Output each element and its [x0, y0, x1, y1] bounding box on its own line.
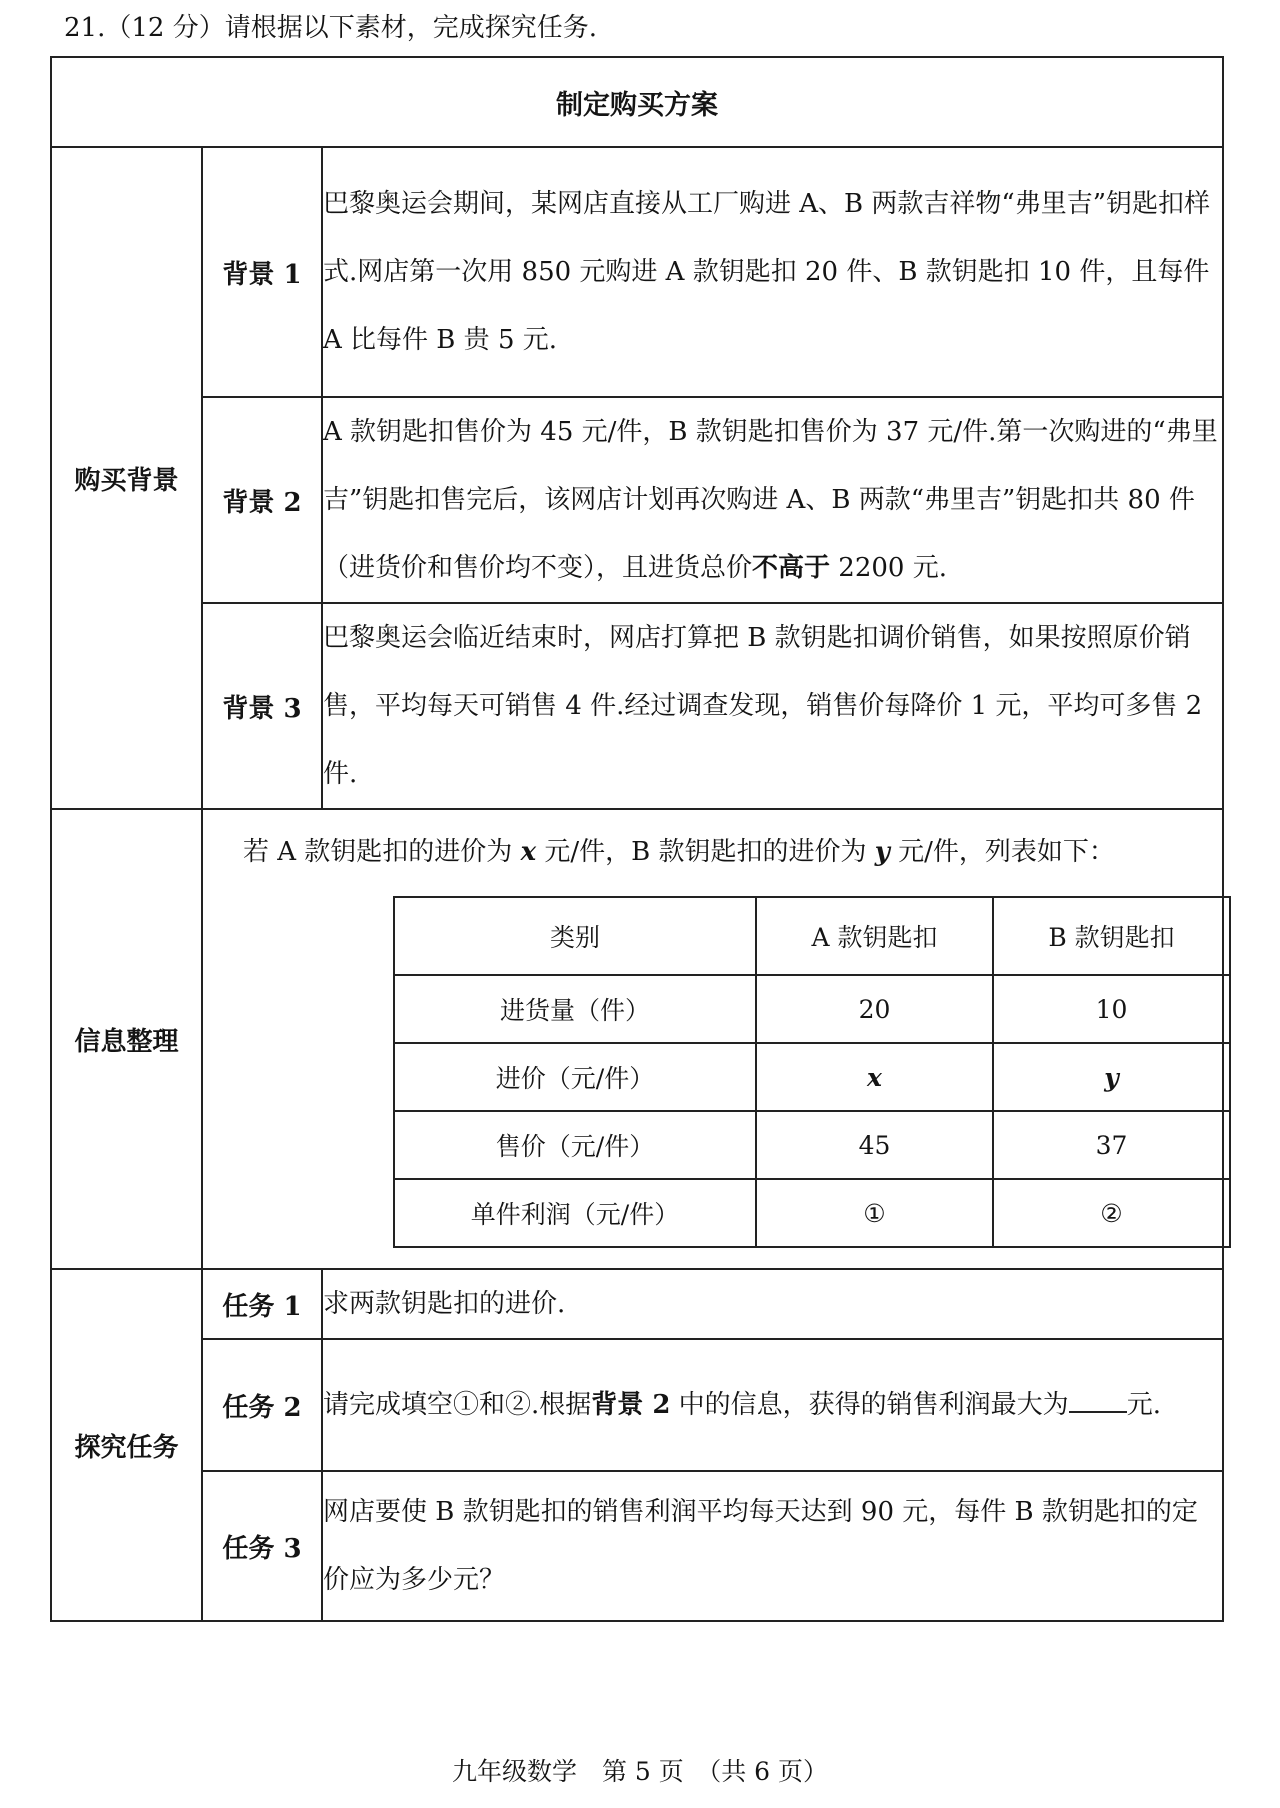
background-2-text-part2: 2200 元.: [830, 553, 947, 583]
info-intro-part2: 元/件，B 款钥匙扣的进价为: [536, 837, 875, 867]
task-2-text-part3: 元.: [1126, 1390, 1161, 1420]
variable-y: y: [874, 837, 890, 867]
background-1-text: 巴黎奥运会期间，某网店直接从工厂购进 A、B 两款吉祥物“弗里吉”钥匙扣样式.网店第一次用 850 元购进 A 款钥匙扣 20 件、B 款钥匙扣 10 件，且每件 A 比每件 B 贵 5 元.: [322, 147, 1223, 397]
task-2-emphasis: 背景 2: [591, 1390, 671, 1420]
question-header: 21.（12 分）请根据以下素材，完成探究任务.: [64, 13, 597, 43]
info-header-a: A 款钥匙扣: [756, 897, 993, 975]
task-1-label: 任务 1: [202, 1269, 322, 1339]
task-3-label: 任务 3: [202, 1471, 322, 1621]
background-2-emphasis: 不高于: [752, 553, 831, 583]
table-row: [394, 1043, 1230, 1111]
cell-b: 37: [993, 1111, 1230, 1179]
background-2-text-part1: A 款钥匙扣售价为 45 元/件，B 款钥匙扣售价为 37 元/件.第一次购进的“弗里吉”钥匙扣售完后，该网店计划再次购进 A、B 两款“弗里吉”钥匙扣共 80 件（进货价和售价均不变），且进货总价: [323, 417, 1218, 583]
task-2-text-part2: 中的信息，获得的销售利润最大为: [670, 1390, 1069, 1420]
background-3-label: 背景 3: [202, 603, 322, 809]
background-2-label: 背景 2: [202, 397, 322, 603]
cell-a: ①: [756, 1179, 993, 1247]
task-2-text-part1: 请完成填空①和②.根据: [323, 1390, 592, 1420]
cell-a: x: [756, 1043, 993, 1111]
info-data-table: [393, 896, 1231, 1248]
cell-b: y: [993, 1043, 1230, 1111]
info-header-b: B 款钥匙扣: [993, 897, 1230, 975]
page-footer: 九年级数学 第 5 页 （共 6 页）: [451, 1757, 829, 1786]
row-label: 售价（元/件）: [394, 1111, 756, 1179]
section-label-tasks: 探究任务: [51, 1269, 202, 1621]
cell-a: 20: [756, 975, 993, 1043]
task-2-text: [322, 1339, 1223, 1471]
background-2-text: [322, 397, 1223, 603]
info-header-category: 类别: [394, 897, 756, 975]
answer-blank: [1069, 1387, 1127, 1413]
info-cell: [202, 809, 1223, 1269]
info-table-header-row: [394, 897, 1230, 975]
section-label-info: 信息整理: [51, 809, 202, 1269]
cell-a: 45: [756, 1111, 993, 1179]
row-label: 进价（元/件）: [394, 1043, 756, 1111]
table-row: [394, 1111, 1230, 1179]
table-title: 制定购买方案: [51, 57, 1223, 147]
info-intro: [203, 816, 1222, 872]
info-intro-part3: 元/件，列表如下：: [889, 837, 1115, 867]
task-1-text: 求两款钥匙扣的进价.: [322, 1269, 1223, 1339]
info-intro-part1: 若 A 款钥匙扣的进价为: [243, 837, 521, 867]
table-row: [394, 975, 1230, 1043]
background-1-label: 背景 1: [202, 147, 322, 397]
cell-b: ②: [993, 1179, 1230, 1247]
purchase-plan-table: [50, 56, 1224, 1622]
row-label: 进货量（件）: [394, 975, 756, 1043]
row-label: 单件利润（元/件）: [394, 1179, 756, 1247]
section-label-purchase-background: 购买背景: [51, 147, 202, 809]
task-3-text: 网店要使 B 款钥匙扣的销售利润平均每天达到 90 元，每件 B 款钥匙扣的定价应为多少元？: [322, 1471, 1223, 1621]
table-row: [394, 1179, 1230, 1247]
cell-b: 10: [993, 975, 1230, 1043]
task-2-label: 任务 2: [202, 1339, 322, 1471]
variable-x: x: [520, 837, 537, 867]
background-3-text: 巴黎奥运会临近结束时，网店打算把 B 款钥匙扣调价销售，如果按照原价销售，平均每天可销售 4 件.经过调查发现，销售价每降价 1 元，平均可多售 2 件.: [322, 603, 1223, 809]
